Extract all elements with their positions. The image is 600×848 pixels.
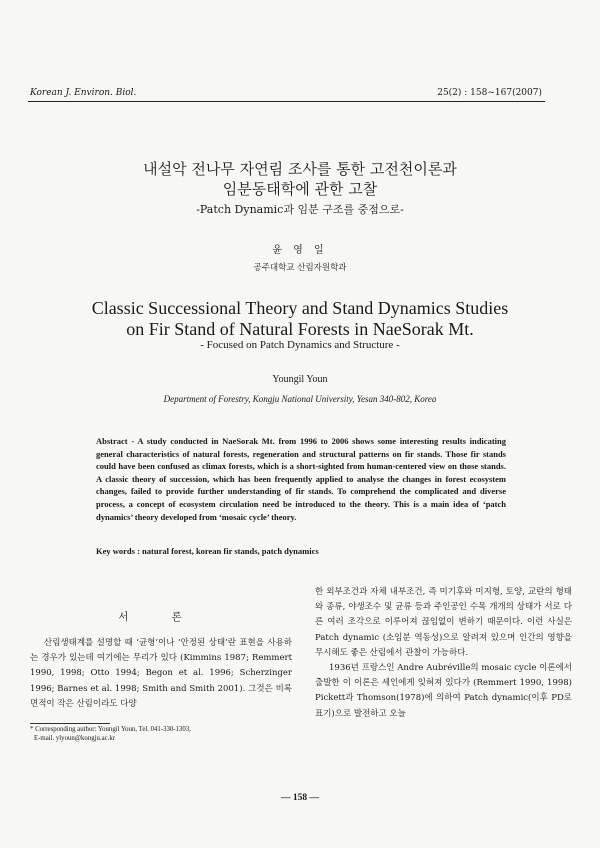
- english-affiliation: Department of Forestry, Kongju National University, Yesan 340-802, Korea: [163, 394, 437, 404]
- right-paragraph-1: 한 외부조건과 자체 내부조건, 즉 미기후와 미지형, 토양, 교란의 형태와 종류, 야생조수 및 균류 등과 주인공인 수목 개개의 상태가 서로 다른 여러 조각으로 이루어져 끊임없이 변하기 때문이다. 이런 사실은 Patch dynamic (소임분 역동성)으로 알려져 있으며 인간의 영향을 무시해도 좋은 산림에서 관찰이 가능하다.: [315, 587, 572, 658]
- citation: 25(2) : 158~167(2007): [437, 88, 542, 98]
- footnote: [30, 725, 191, 743]
- right-column: [315, 585, 572, 722]
- left-paragraph: 산림생태계를 설명할 때 ‘균형’이나 ‘안정된 상태’란 표현을 사용하는 경우가 있는데 여기에는 무리가 있다 (Kimmins 1987; Remmert 1990, 1998; Otto 1994; Begon et al. 1996; Scherzinger 1996; Barnes et al. 1998; Smith and Smith 2001). 그것은 비록 면적이 작은 산림이라도 다양: [30, 638, 292, 709]
- english-subtitle: - Focused on Patch Dynamics and Structure -: [200, 339, 400, 351]
- section-title: 서 론: [118, 611, 202, 623]
- english-title-line-2: on Fir Stand of Natural Forests in NaeSorak Mt.: [126, 319, 474, 339]
- korean-title-line-1: 내설악 전나무 자연림 조사를 통한 고전천이론과: [143, 160, 457, 178]
- left-column: [30, 636, 292, 712]
- korean-affiliation: 공주대학교 산림자원학과: [253, 263, 347, 273]
- keywords: Key words : natural forest, korean fir stands, patch dynamics: [96, 546, 319, 556]
- korean-author: 윤 영 일: [272, 245, 328, 256]
- footnote-rule: [30, 723, 110, 724]
- abstract: Abstract - A study conducted in NaeSorak Mt. from 1996 to 2006 shows some interesting results indicating general characteristics of natural forests, regeneration and structural patterns on fir stands. Those fir stands could have been confused as climax forests, which is a short-sighted from human-centered view on those stands. A classic theory of succession, which has been frequently applied to analyse the changes in forest ecosystem changes, failed to provide further understanding of fir stands. To comprehend the complicated and diverse process, a concept of ecosystem circulation need be introduced to the theory. This is a main idea of ‘patch dynamics’ theory developed from ‘mosaic cycle’ theory.: [96, 436, 506, 522]
- english-author: Youngil Youn: [272, 374, 328, 385]
- journal-name: Korean J. Environ. Biol.: [30, 88, 137, 98]
- korean-subtitle: -Patch Dynamic과 임분 구조를 중점으로-: [196, 203, 404, 216]
- english-title-line-1: Classic Successional Theory and Stand Dynamics Studies: [91, 298, 509, 318]
- page-number: — 158 —: [281, 793, 319, 803]
- header-rule: [28, 101, 545, 102]
- footnote-line-1: * Corresponding author: Youngil Youn, Tel. 041-330-1303,: [30, 726, 191, 733]
- right-paragraph-2: 1936년 프랑스인 Andre Aubréville의 mosaic cycle 이론에서 출발한 이 이론은 세인에게 잊혀져 있다가 (Remmert 1990, 1998) Pickett과 Thomson(1978)에 의하여 Patch dynamic(이후 PD로 표기)으로 발전하고 오늘: [315, 663, 572, 719]
- footnote-line-2: E-mail. ylyoun@kongju.ac.kr: [34, 735, 116, 742]
- korean-title-line-2: 임분동태학에 관한 고찰: [222, 180, 378, 198]
